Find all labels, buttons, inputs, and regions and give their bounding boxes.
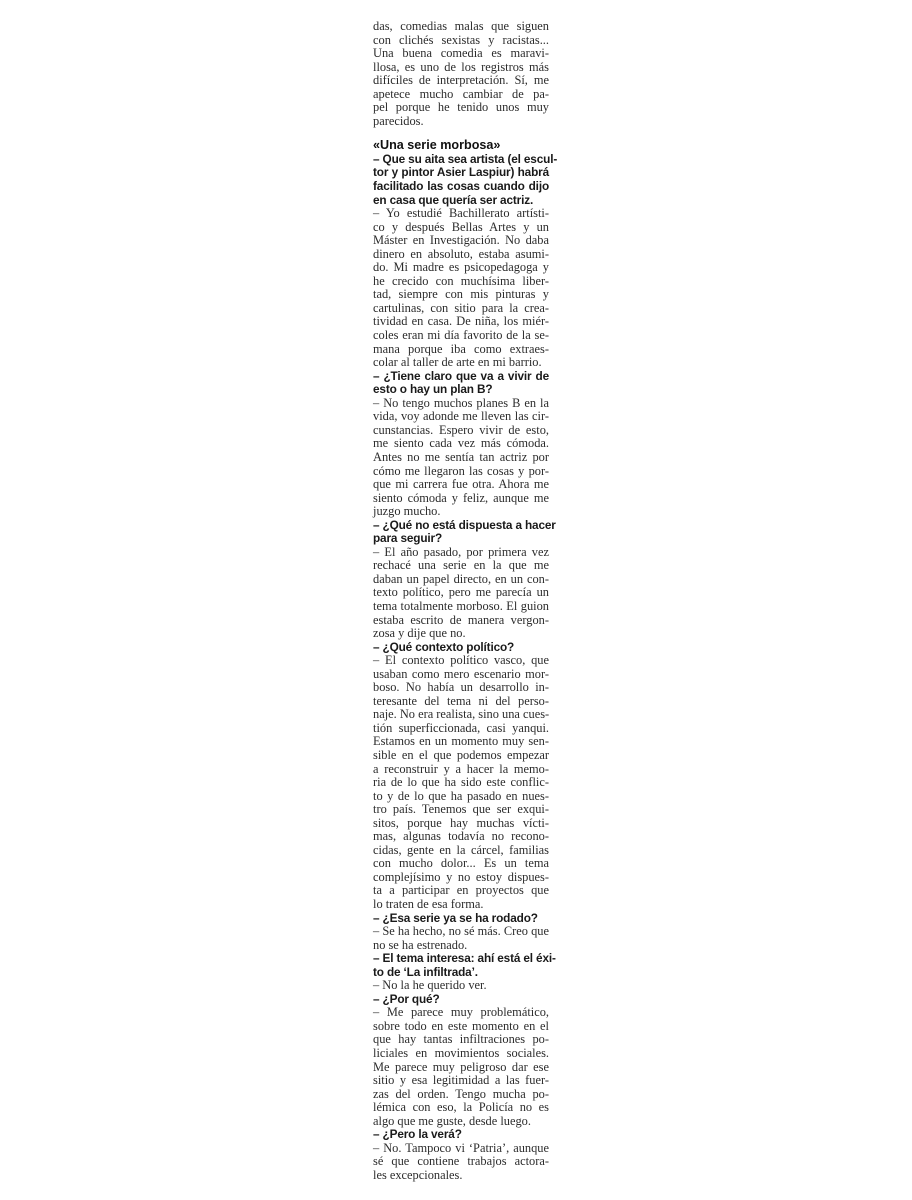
answer-line: usaban como mero escenario mor-: [373, 666, 549, 681]
answer-line: lo traten de esa forma.: [373, 897, 484, 911]
answer-line: to y de lo que ha pasado en nues-: [373, 788, 549, 803]
answer-line: Antes no me sentía tan actriz por: [373, 449, 549, 464]
answer-line: mana porque iba como extraes-: [373, 341, 549, 356]
question-line: – El tema interesa: ahí está el éxi-: [373, 951, 556, 966]
answer-line: cartulinas, con sitio para la crea-: [373, 300, 549, 315]
question-line: to de ‘La infiltrada’.: [373, 964, 478, 979]
answer-line: do. Mi madre es psicopedagoga y: [373, 260, 549, 275]
answer-line: coles eran mi día favorito de la se-: [373, 328, 549, 343]
answer-line: cómo me llegaron las cosas y por-: [373, 463, 549, 478]
answer-line: liciales en movimientos sociales.: [373, 1046, 549, 1061]
interview-question: [373, 641, 549, 655]
interview-answer: [373, 979, 549, 993]
answer-line: co y después Bellas Artes y un: [373, 219, 549, 234]
answer-line: ria de lo que ha sido este conflic-: [373, 775, 549, 790]
question-line: facilitado las cosas cuando dijo: [373, 179, 549, 194]
question-line: para seguir?: [373, 531, 443, 546]
interview-answer: [373, 1142, 549, 1183]
answer-line: zas del orden. Tengo mucha po-: [373, 1086, 549, 1101]
answer-line: colar al taller de arte en mi barrio.: [373, 355, 542, 370]
answer-line: estaba escrito de manera vergon-: [373, 612, 549, 627]
interview-question: [373, 370, 549, 397]
answer-line: que hay tantas infiltraciones po-: [373, 1032, 549, 1047]
question-line: – Que su aita sea artista (el escul-: [373, 151, 558, 166]
answer-line: sé que contiene trabajos actora-: [373, 1154, 549, 1169]
intro-line: difíciles de interpretación. Sí, me: [373, 73, 549, 88]
interview-answer: [373, 546, 549, 641]
interview-answer: [373, 207, 549, 370]
answer-line: boso. No había un desarrollo in-: [373, 680, 549, 695]
article-column: [373, 19, 558, 1182]
question-line: esto o hay un plan B?: [373, 382, 493, 397]
answer-line: no se ha estrenado.: [373, 937, 468, 952]
answer-line: teresante del tema ni del perso-: [373, 693, 549, 708]
answer-line: tro país. Tenemos que ser exqui-: [373, 802, 549, 817]
answer-line: sobre todo en este momento en el: [373, 1018, 549, 1033]
answer-line: tad, siempre con mis pinturas y: [373, 287, 549, 302]
answer-line: Máster en Investigación. No daba: [373, 233, 549, 248]
question-line: – ¿Esa serie ya se ha rodado?: [373, 910, 538, 925]
answer-line: que mi carrera fue otra. Ahora me: [373, 477, 549, 492]
intro-line: con clichés sexistas y racistas...: [373, 32, 549, 47]
intro-line: Una buena comedia es maravi-: [373, 46, 549, 61]
answer-line: zosa y dije que no.: [373, 626, 466, 641]
intro-line: parecidos.: [373, 113, 424, 128]
answer-line: tema totalmente morboso. El guion: [373, 598, 549, 613]
question-line: – ¿Qué no está dispuesta a hacer: [373, 517, 556, 532]
answer-line: mas, algunas todavía no recono-: [373, 829, 549, 844]
question-line: – ¿Tiene claro que va a vivir de: [373, 368, 549, 383]
interview-question: [373, 951, 556, 979]
question-line: – ¿Pero la verá?: [373, 1127, 462, 1142]
answer-line: con mucho dolor... Es un tema: [373, 856, 549, 871]
answer-line: tividad en casa. De niña, los miér-: [373, 314, 549, 329]
answer-line: algo que me guste, desde luego.: [373, 1113, 531, 1128]
intro-line: llosa, es uno de los registros más: [373, 59, 549, 74]
section-heading: «Una serie morbosa»: [373, 138, 501, 153]
answer-line: sible en el que podemos empezar: [373, 747, 549, 762]
answer-line: – No. Tampoco vi ‘Patria’, aunque: [373, 1140, 549, 1155]
interview-question: [373, 517, 556, 546]
answer-line: complejísimo y no estoy dispues-: [373, 869, 549, 884]
intro-paragraph: [373, 20, 549, 128]
interview-question: [373, 1128, 549, 1142]
answer-line: – Se ha hecho, no sé más. Creo que: [373, 924, 549, 939]
answer-line: texto político, pero me parecía un: [373, 585, 549, 600]
answer-line: juzgo mucho.: [373, 504, 441, 519]
intro-line: das, comedias malas que siguen: [373, 19, 549, 33]
answer-line: lémica con eso, la Policía no es: [373, 1100, 549, 1115]
question-line: – ¿Qué contexto político?: [373, 639, 515, 654]
answer-line: dinero en absoluto, estaba asumi-: [373, 246, 549, 261]
answer-line: – El contexto político vasco, que: [373, 653, 549, 668]
answer-line: cunstancias. Espero vivir de esto,: [373, 422, 549, 437]
question-line: tor y pintor Asier Laspiur) habrá: [373, 165, 549, 180]
answer-line: sitos, porque hay muchas vícti-: [373, 815, 549, 830]
answer-line: me siento cada vez más cómoda.: [373, 436, 549, 451]
question-line: – ¿Por qué?: [373, 991, 440, 1006]
answer-line: tión superficcionada, casi yanqui.: [373, 720, 549, 735]
interview-question: [373, 151, 558, 207]
interview-question: [373, 993, 549, 1007]
answer-line: les excepcionales.: [373, 1167, 463, 1182]
answer-line: – Yo estudié Bachillerato artísti-: [373, 206, 549, 221]
answer-line: sitio y esa legitimidad a las fuer-: [373, 1073, 549, 1088]
answer-line: Me parece muy peligroso dar ese: [373, 1059, 549, 1074]
interview-answer: [373, 1006, 549, 1128]
answer-line: rechacé una serie en la que me: [373, 558, 549, 573]
answer-line: siento cómoda y feliz, aunque me: [373, 490, 549, 505]
interview-body: [373, 151, 558, 1183]
answer-line: naje. No era realista, sino una cues-: [373, 707, 550, 722]
answer-line: – Me parece muy problemático,: [373, 1005, 549, 1020]
interview-question: [373, 912, 549, 926]
answer-line: – No tengo muchos planes B en la: [373, 395, 549, 410]
interview-answer: [373, 654, 549, 911]
answer-line: daban un papel directo, en un con-: [373, 571, 549, 586]
answer-line: Estamos en un momento muy sen-: [373, 734, 549, 749]
interview-answer: [373, 397, 549, 519]
question-line: en casa que quería ser actriz.: [373, 192, 534, 207]
answer-line: cidas, gente en la cárcel, familias: [373, 842, 549, 857]
answer-line: vida, voy adonde me lleven las cir-: [373, 409, 549, 424]
answer-line: ta a participar en proyectos que: [373, 883, 549, 898]
answer-line: – No la he querido ver.: [373, 978, 487, 993]
intro-line: pel porque he tenido unos muy: [373, 100, 549, 115]
answer-line: a reconstruir y a hacer la memo-: [373, 761, 549, 776]
answer-line: – El año pasado, por primera vez: [373, 544, 549, 559]
answer-line: he crecido con muchísima liber-: [373, 273, 549, 288]
intro-line: apetece mucho cambiar de pa-: [373, 86, 549, 101]
interview-answer: [373, 925, 549, 952]
